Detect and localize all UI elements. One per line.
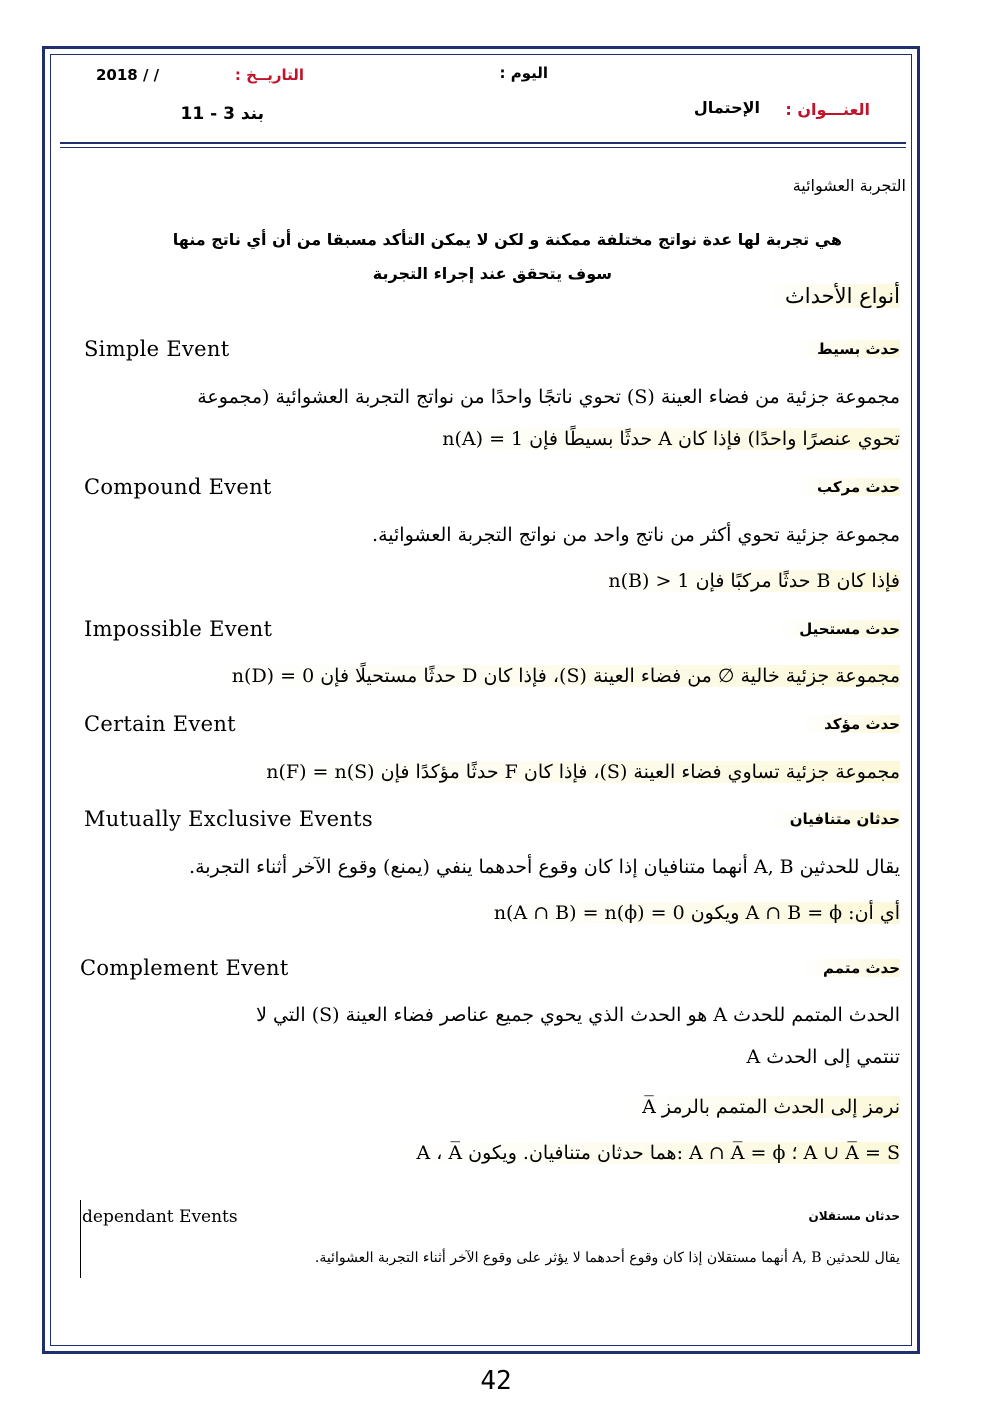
- exclusive-events-def-1: يقال للحدثين A, B أنهما متنافيان إذا كان وقوع أحدهما ينفي (يمنع) وقوع الآخر أثناء التجربة.: [189, 856, 900, 878]
- certain-event-term: Certain Event: [84, 712, 236, 736]
- complement-event-term: Complement Event: [80, 956, 289, 980]
- exclusive-events-def-2: أي أن: A ∩ B = ϕ ويكون n(A ∩ B) = n(ϕ) = 0: [478, 902, 900, 924]
- random-experiment-heading: التجربة العشوائية: [792, 176, 906, 195]
- independent-events-arabic: حدثان مستقلان: [808, 1209, 900, 1223]
- simple-event-def-1: مجموعة جزئية من فضاء العينة (S) تحوي ناتجًا واحدًا من نواتج التجربة العشوائية (مجموعة: [197, 386, 900, 408]
- title-value: الإحتمال: [693, 98, 760, 117]
- compound-event-arabic: حدث مركب: [793, 478, 900, 496]
- impossible-event-def: مجموعة جزئية خالية ∅ من فضاء العينة (S)، فإذا كان D حدثًا مستحيلًا فإن n(D) = 0: [216, 665, 900, 687]
- simple-event-def-2: تحوي عنصرًا واحدًا) فإذا كان A حدثًا بسيطًا فإن n(A) = 1: [426, 428, 900, 450]
- title-label: العنـــوان :: [785, 100, 870, 119]
- compound-event-def-2: فإذا كان B حدثًا مركبًا فإن n(B) > 1: [592, 570, 900, 592]
- independent-events-def: يقال للحدثين A, B أنهما مستقلان إذا كان وقوع أحدهما لا يؤثر على وقوع الآخر أثناء التجربة العشوائية.: [314, 1250, 900, 1266]
- exclusive-events-term: Mutually Exclusive Events: [84, 807, 373, 831]
- impossible-event-term: Impossible Event: [84, 617, 273, 641]
- header-divider: [60, 142, 906, 144]
- margin-rule: [80, 1200, 81, 1278]
- compound-event-term: Compound Event: [84, 475, 272, 499]
- definition-line-2: سوف يتحقق عند إجراء التجربة: [372, 264, 612, 283]
- certain-event-arabic: حدث مؤكد: [800, 715, 900, 733]
- impossible-event-arabic: حدث مستحيل: [775, 620, 900, 638]
- page-number: 42: [480, 1366, 512, 1396]
- date-label: التاريــخ :: [234, 66, 304, 84]
- independent-events-term: dependant Events: [82, 1207, 238, 1227]
- header-divider-thin: [60, 147, 906, 148]
- complement-event-def-3: نرمز إلى الحدث المتمم بالرمز A̅: [626, 1096, 900, 1118]
- simple-event-term: Simple Event: [84, 337, 230, 361]
- simple-event-arabic: حدث بسيط: [793, 340, 900, 358]
- section-number: بند 3 - 11: [180, 104, 264, 124]
- certain-event-def: مجموعة جزئية تساوي فضاء العينة (S)، فإذا كان F حدثًا مؤكدًا فإن n(F) = n(S): [250, 761, 900, 783]
- complement-event-def-2: تنتمي إلى الحدث A: [746, 1046, 900, 1068]
- complement-event-arabic: حدث متمم: [799, 959, 900, 977]
- exclusive-events-arabic: حدثان متنافيان: [766, 810, 900, 828]
- definition-line-1: هي تجربة لها عدة نواتج مختلفة ممكنة و لكن لا يمكن التأكد مسبقا من أن أي ناتج منها: [172, 230, 842, 249]
- day-label: اليوم :: [499, 64, 548, 82]
- complement-event-def-1: الحدث المتمم للحدث A هو الحدث الذي يحوي جميع عناصر فضاء العينة (S) التي لا: [256, 1004, 900, 1026]
- compound-event-def-1: مجموعة جزئية تحوي أكثر من ناتج واحد من نواتج التجربة العشوائية.: [372, 524, 900, 546]
- date-value: 2018 / /: [96, 66, 160, 84]
- complement-event-def-4: A ، A̅ هما حدثان متنافيان. ويكون: A ∩ A̅ = ϕ ؛ A ∪ A̅ = S: [400, 1142, 900, 1164]
- event-types-heading: أنواع الأحداث: [765, 284, 900, 308]
